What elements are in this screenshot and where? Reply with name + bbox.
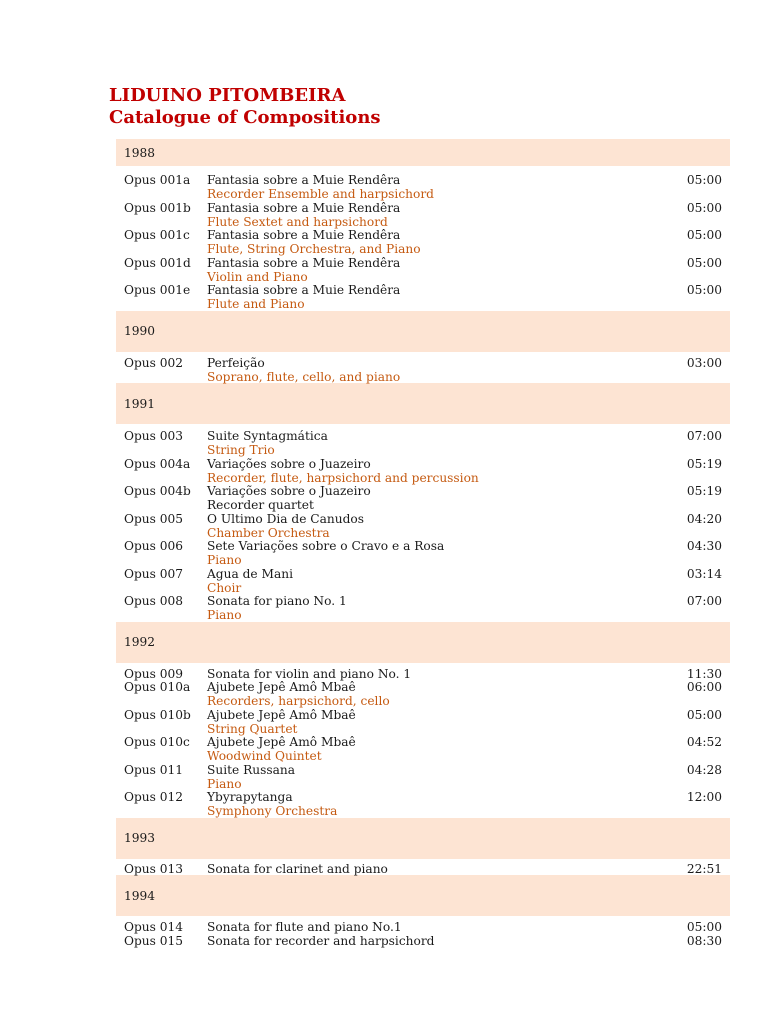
work-cell bbox=[207, 429, 328, 457]
catalogue-entry bbox=[116, 594, 730, 622]
opus-number: Opus 011 bbox=[124, 762, 184, 777]
catalogue-entry bbox=[116, 735, 730, 763]
opus-number: Opus 013 bbox=[124, 861, 184, 876]
instrumentation: Recorder Ensemble and harpsichord bbox=[207, 187, 434, 201]
instrumentation: Recorders, harpsichord, cello bbox=[207, 694, 390, 708]
work-cell bbox=[207, 862, 388, 876]
opus-number: Opus 010b bbox=[124, 707, 191, 722]
catalogue-subtitle: Catalogue of Compositions bbox=[109, 107, 381, 128]
year-label: 1990 bbox=[124, 324, 156, 338]
catalogue-table bbox=[116, 139, 730, 947]
duration: 05:00 bbox=[686, 707, 722, 722]
catalogue-entry bbox=[116, 539, 730, 567]
catalogue-entry bbox=[116, 429, 730, 457]
instrumentation: Flute Sextet and harpsichord bbox=[207, 214, 388, 229]
instrumentation: Recorder, flute, harpsichord and percussion bbox=[207, 470, 479, 485]
year-label: 1993 bbox=[124, 831, 156, 845]
work-title: Sonata for flute and piano No.1 bbox=[207, 920, 402, 934]
catalogue-entry bbox=[116, 790, 730, 818]
catalogue-entry bbox=[116, 356, 730, 384]
work-cell bbox=[207, 763, 295, 791]
instrumentation: Choir bbox=[207, 580, 242, 595]
work-title: Ajubete Jepê Amô Mbaê bbox=[207, 735, 356, 749]
instrumentation: Violin and Piano bbox=[207, 269, 308, 284]
duration: 08:30 bbox=[686, 933, 722, 948]
catalogue-entry bbox=[116, 934, 730, 948]
work-cell bbox=[207, 567, 293, 595]
instrumentation: String Quartet bbox=[207, 721, 298, 736]
catalogue-entry bbox=[116, 457, 730, 485]
duration: 05:00 bbox=[686, 283, 722, 297]
opus-number: Opus 002 bbox=[124, 355, 184, 370]
work-title: O Ultimo Dia de Canudos bbox=[207, 511, 364, 526]
opus-number: Opus 009 bbox=[124, 666, 184, 681]
work-title: Sonata for violin and piano No. 1 bbox=[207, 666, 412, 681]
catalogue-entry bbox=[116, 484, 730, 512]
duration: 04:28 bbox=[686, 762, 722, 777]
year-band bbox=[116, 875, 730, 916]
work-cell bbox=[207, 920, 402, 934]
year-label: 1994 bbox=[124, 888, 156, 903]
work-title: Agua de Mani bbox=[207, 566, 293, 581]
work-title: Sonata for clarinet and piano bbox=[207, 861, 388, 876]
work-title: Sete Variações sobre o Cravo e a Rosa bbox=[207, 539, 445, 553]
opus-number: Opus 001d bbox=[124, 255, 191, 270]
instrumentation: Recorder quartet bbox=[207, 498, 314, 512]
year-band bbox=[116, 622, 730, 663]
work-cell bbox=[207, 667, 411, 681]
work-title: Fantasia sobre a Muie Rendêra bbox=[207, 283, 401, 297]
catalogue-entry bbox=[116, 667, 730, 681]
work-title: Ybyrapytanga bbox=[207, 790, 293, 804]
instrumentation: Flute, String Orchestra, and Piano bbox=[207, 242, 421, 256]
work-cell bbox=[207, 539, 444, 567]
duration: 05:00 bbox=[686, 173, 722, 187]
work-cell bbox=[207, 228, 421, 256]
work-cell bbox=[207, 790, 337, 818]
duration: 04:20 bbox=[686, 511, 722, 526]
opus-number: Opus 007 bbox=[124, 566, 184, 581]
instrumentation: Chamber Orchestra bbox=[207, 525, 330, 540]
duration: 07:00 bbox=[686, 594, 722, 608]
work-cell bbox=[207, 201, 400, 229]
work-title: Fantasia sobre a Muie Rendêra bbox=[207, 173, 401, 187]
opus-number: Opus 005 bbox=[124, 511, 184, 526]
catalogue-entry bbox=[116, 256, 730, 284]
duration: 05:19 bbox=[686, 484, 722, 498]
work-cell bbox=[207, 283, 400, 311]
work-title: Ajubete Jepê Amô Mbaê bbox=[207, 680, 356, 694]
opus-number: Opus 015 bbox=[124, 933, 184, 948]
catalogue-entry bbox=[116, 680, 730, 708]
duration: 05:00 bbox=[686, 200, 722, 215]
duration: 05:00 bbox=[686, 228, 722, 242]
opus-number: Opus 014 bbox=[124, 920, 184, 934]
year-band bbox=[116, 383, 730, 424]
work-title: Sonata for recorder and harpsichord bbox=[207, 933, 435, 948]
catalogue-entry bbox=[116, 283, 730, 311]
opus-number: Opus 001e bbox=[124, 283, 191, 297]
catalogue-entry bbox=[116, 201, 730, 229]
year-band bbox=[116, 818, 730, 859]
opus-number: Opus 006 bbox=[124, 539, 184, 553]
instrumentation: Symphony Orchestra bbox=[207, 804, 338, 818]
catalogue-entry bbox=[116, 228, 730, 256]
work-title: Variações sobre o Juazeiro bbox=[207, 456, 371, 471]
duration: 07:00 bbox=[686, 429, 722, 443]
duration: 03:14 bbox=[686, 566, 722, 581]
year-label: 1991 bbox=[124, 396, 156, 411]
instrumentation: Flute and Piano bbox=[207, 297, 305, 311]
opus-number: Opus 001a bbox=[124, 173, 191, 187]
opus-number: Opus 012 bbox=[124, 790, 184, 804]
year-label: 1992 bbox=[124, 635, 156, 649]
instrumentation: Piano bbox=[207, 608, 242, 622]
duration: 04:30 bbox=[686, 539, 722, 553]
opus-number: Opus 004a bbox=[124, 456, 191, 471]
duration: 22:51 bbox=[686, 861, 722, 876]
catalogue-entry bbox=[116, 763, 730, 791]
work-title: Variações sobre o Juazeiro bbox=[207, 484, 371, 498]
year-label: 1988 bbox=[124, 145, 156, 160]
work-cell bbox=[207, 256, 400, 284]
opus-number: Opus 001b bbox=[124, 200, 191, 215]
work-cell bbox=[207, 708, 356, 736]
instrumentation: String Trio bbox=[207, 443, 275, 457]
work-cell bbox=[207, 484, 371, 512]
opus-number: Opus 004b bbox=[124, 484, 191, 498]
catalogue-entry bbox=[116, 920, 730, 934]
work-cell bbox=[207, 680, 390, 708]
instrumentation: Piano bbox=[207, 776, 242, 791]
opus-number: Opus 010a bbox=[124, 680, 191, 694]
work-cell bbox=[207, 173, 434, 201]
duration: 11:30 bbox=[686, 666, 722, 681]
work-cell bbox=[207, 512, 364, 540]
work-title: Perfeição bbox=[207, 355, 265, 370]
work-title: Suite Syntagmática bbox=[207, 429, 328, 443]
catalogue-entry bbox=[116, 708, 730, 736]
catalogue-entry bbox=[116, 173, 730, 201]
work-cell bbox=[207, 457, 479, 485]
work-title: Fantasia sobre a Muie Rendêra bbox=[207, 255, 401, 270]
work-title: Sonata for piano No. 1 bbox=[207, 594, 347, 608]
catalogue-entry bbox=[116, 862, 730, 876]
document-title bbox=[109, 85, 381, 129]
duration: 05:19 bbox=[686, 456, 722, 471]
catalogue-entry bbox=[116, 567, 730, 595]
duration: 03:00 bbox=[686, 355, 722, 370]
duration: 04:52 bbox=[686, 735, 722, 749]
year-band bbox=[116, 311, 730, 352]
catalogue-entry bbox=[116, 512, 730, 540]
year-band bbox=[116, 139, 730, 166]
work-title: Suite Russana bbox=[207, 762, 295, 777]
opus-number: Opus 008 bbox=[124, 594, 184, 608]
instrumentation: Piano bbox=[207, 553, 242, 567]
instrumentation: Woodwind Quintet bbox=[207, 749, 322, 763]
duration: 05:00 bbox=[686, 255, 722, 270]
duration: 05:00 bbox=[686, 920, 722, 934]
work-title: Fantasia sobre a Muie Rendêra bbox=[207, 228, 401, 242]
duration: 06:00 bbox=[686, 680, 722, 694]
opus-number: Opus 003 bbox=[124, 429, 184, 443]
composer-name: LIDUINO PITOMBEIRA bbox=[109, 85, 346, 106]
work-cell bbox=[207, 594, 347, 622]
work-cell bbox=[207, 356, 400, 384]
instrumentation: Soprano, flute, cello, and piano bbox=[207, 369, 401, 384]
duration: 12:00 bbox=[686, 790, 722, 804]
work-cell bbox=[207, 934, 434, 948]
work-title: Fantasia sobre a Muie Rendêra bbox=[207, 200, 401, 215]
opus-number: Opus 010c bbox=[124, 735, 190, 749]
opus-number: Opus 001c bbox=[124, 228, 190, 242]
work-title: Ajubete Jepê Amô Mbaê bbox=[207, 707, 356, 722]
work-cell bbox=[207, 735, 356, 763]
